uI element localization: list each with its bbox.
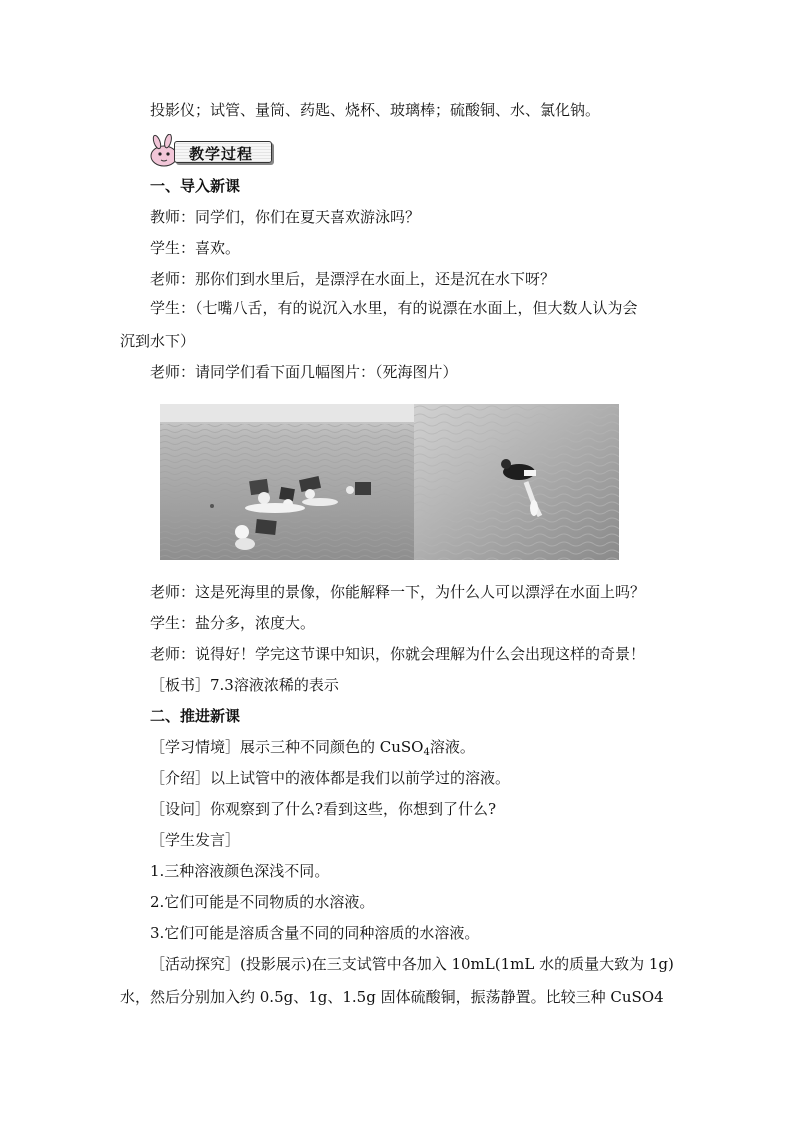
dialogue-student-2-second: 沉到水下） (120, 332, 196, 350)
dialogue-teacher-4: 老师：这是死海里的景像，你能解释一下，为什么人可以漂浮在水面上吗？ (150, 583, 646, 601)
dialogue-teacher-1: 教师：同学们，你们在夏天喜欢游泳吗？ (150, 208, 421, 226)
observation-2: 2.它们可能是不同物质的水溶液。 (150, 893, 375, 911)
learning-scenario (150, 737, 475, 763)
question-note: ［设问］你观察到了什么?看到这些，你想到了什么? (150, 800, 497, 818)
banner-bar (174, 141, 272, 163)
observation-1: 1.三种溶液颜色深浅不同。 (150, 862, 330, 880)
board-note: ［板书］7.3溶液浓稀的表示 (150, 676, 339, 694)
introduction-note: ［介绍］以上试管中的液体都是我们以前学过的溶液。 (150, 769, 511, 787)
dialogue-student-3: 学生：盐分多，浓度大。 (150, 614, 316, 632)
dialogue-teacher-5: 老师：说得好！学完这节课中知识，你就会理解为什么会出现这样的奇景！ (150, 645, 646, 663)
section-2-title: 二、推进新课 (150, 707, 241, 725)
activity-second: 水，然后分别加入约 0.5g、1g、1.5g 固体硫酸铜，振荡静置。比较三种 CuSO4 (120, 988, 664, 1006)
learning-scenario-text: ［学习情境］展示三种不同颜色的 CuSO (150, 738, 424, 756)
dialogue-teacher-2: 老师：那你们到水里后，是漂浮在水面上，还是沉在水下呀？ (150, 270, 556, 288)
dialogue-student-1: 学生：喜欢。 (150, 239, 241, 257)
materials-line: 投影仪；试管、量筒、药匙、烧杯、玻璃棒；硫酸铜、水、氯化钠。 (150, 101, 601, 119)
learning-scenario-end: 溶液。 (429, 738, 475, 756)
dialogue-teacher-3: 老师：请同学们看下面几幅图片：（死海图片） (150, 363, 458, 381)
dialogue-student-2-first: 学生：（七嘴八舌，有的说沉入水里，有的说漂在水面上，但大数人认为会 (150, 299, 638, 317)
activity-first: ［活动探究］(投影展示)在三支试管中各加入 10mL(1mL 水的质量大致为 1g) (150, 955, 674, 973)
activity-paragraph (120, 948, 680, 1014)
student-speech-label: ［学生发言］ (150, 831, 241, 849)
section-banner (146, 134, 272, 168)
observation-3: 3.它们可能是溶质含量不同的同种溶质的水溶液。 (150, 924, 480, 942)
section-1-title: 一、导入新课 (150, 177, 241, 195)
dead-sea-photo-left (160, 404, 414, 560)
banner-title: 教学过程 (189, 145, 254, 163)
dead-sea-photo-right (414, 404, 619, 560)
dialogue-student-2 (120, 292, 680, 358)
formula-subscript: 4 (423, 747, 430, 758)
